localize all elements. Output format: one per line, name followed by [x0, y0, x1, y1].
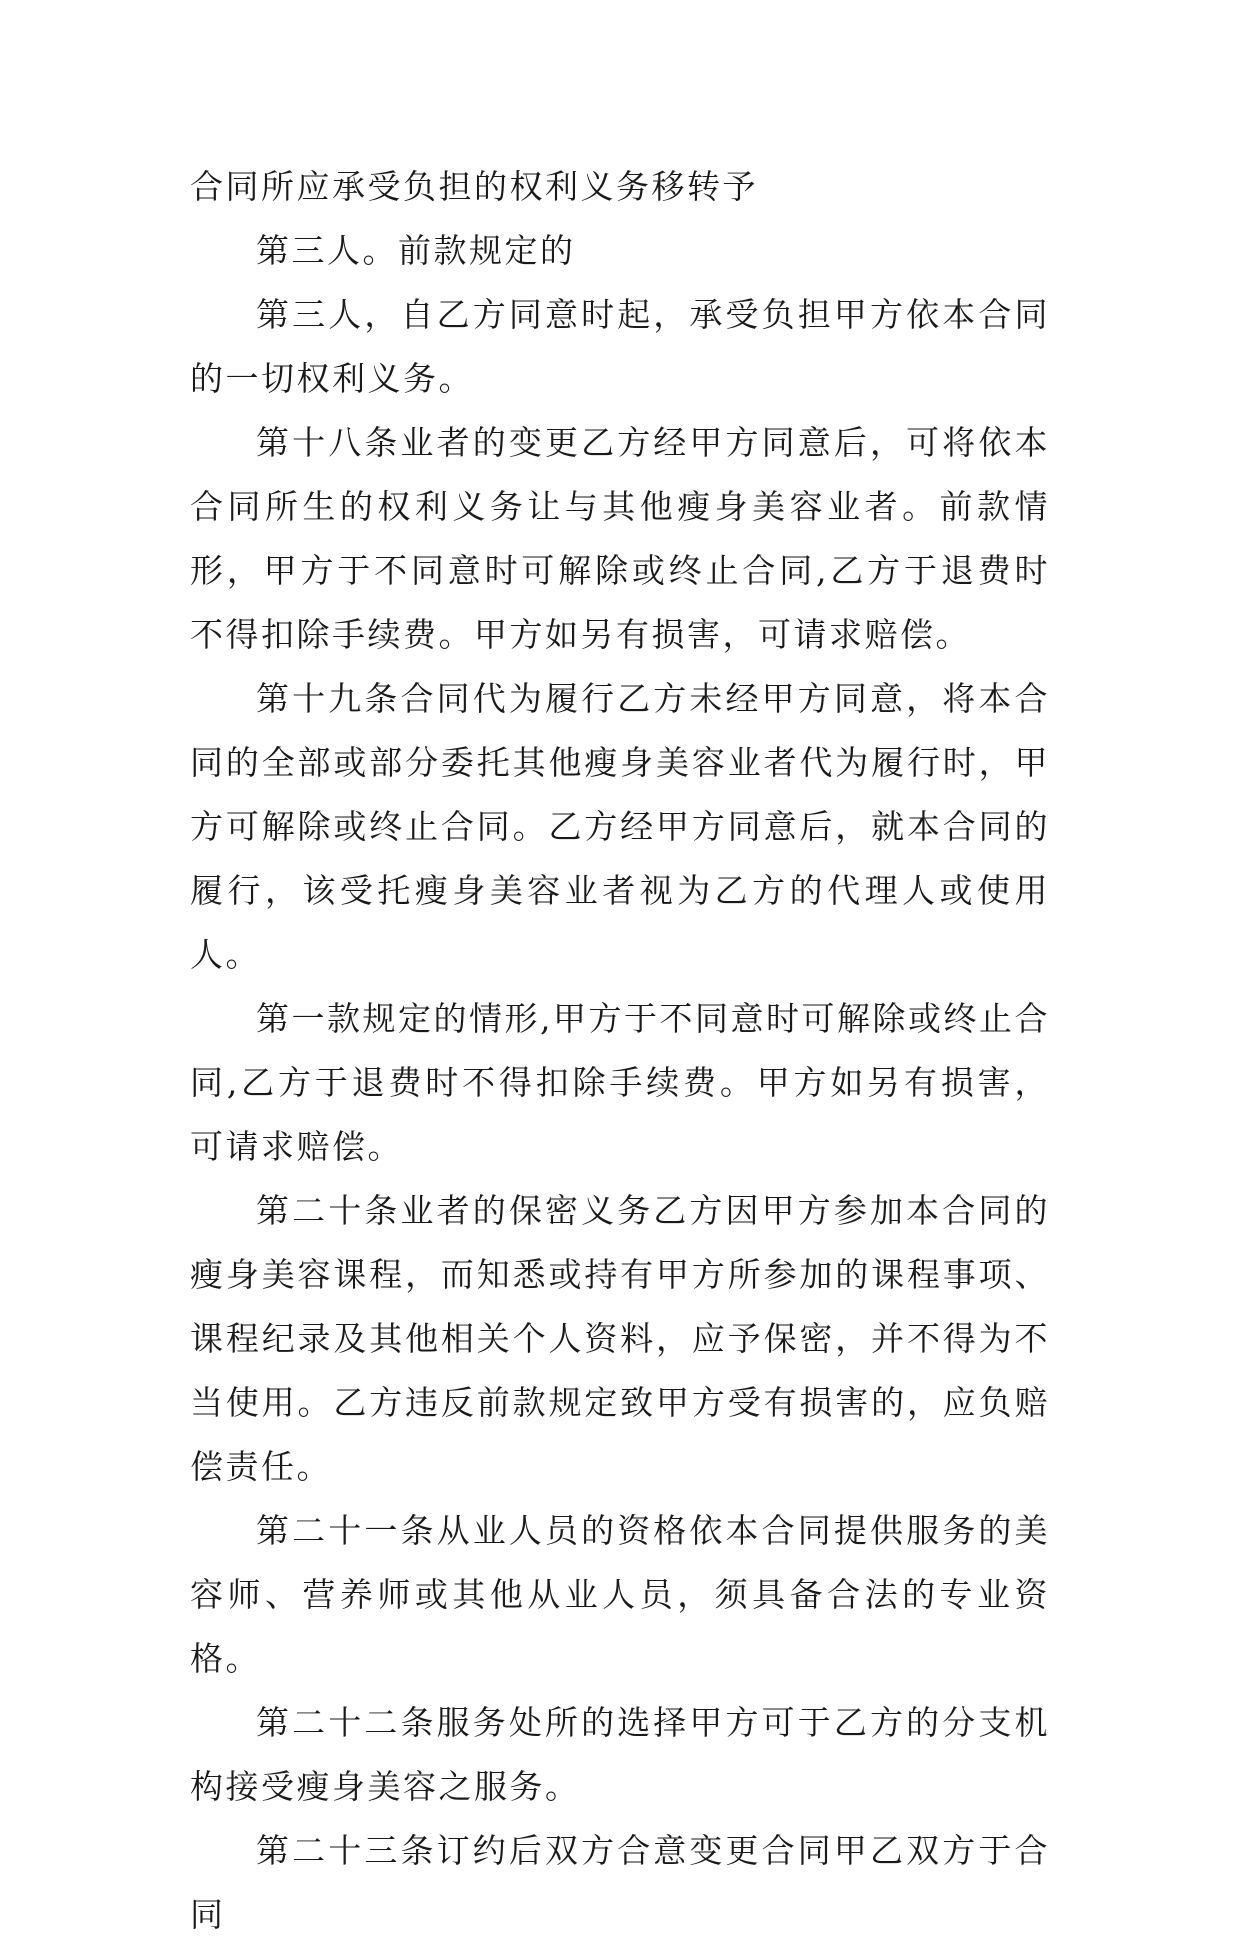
- paragraph: 第二十三条订约后双方合意变更合同甲乙双方于合同: [190, 1831, 1050, 1934]
- document-body: [190, 155, 1050, 1947]
- paragraph: 第三人。前款规定的: [256, 231, 576, 270]
- paragraph: 第二十条业者的保密义务乙方因甲方参加本合同的瘦身美容课程，而知悉或持有甲方所参加的课程事项、课程纪录及其他相关个人资料，应予保密，并不得为不当使用。乙方违反前款规定致甲方受有损害的，应负赔偿责任。: [190, 1191, 1050, 1486]
- paragraph: 合同所应承受负担的权利义务移转予: [190, 167, 758, 206]
- paragraph: 第二十二条服务处所的选择甲方可于乙方的分支机构接受瘦身美容之服务。: [190, 1703, 1050, 1806]
- paragraph: 第十八条业者的变更乙方经甲方同意后，可将依本合同所生的权利义务让与其他瘦身美容业者。前款情形，甲方于不同意时可解除或终止合同,乙方于退费时不得扣除手续费。甲方如另有损害，可请求赔偿。: [190, 423, 1050, 654]
- paragraph: 第二十一条从业人员的资格依本合同提供服务的美容师、营养师或其他从业人员，须具备合法的专业资格。: [190, 1511, 1050, 1678]
- paragraph: 第十九条合同代为履行乙方未经甲方同意，将本合同的全部或部分委托其他瘦身美容业者代为履行时，甲方可解除或终止合同。乙方经甲方同意后，就本合同的履行，该受托瘦身美容业者视为乙方的代理人或使用人。: [190, 679, 1050, 974]
- paragraph: 第一款规定的情形,甲方于不同意时可解除或终止合同,乙方于退费时不得扣除手续费。甲方如另有损害，可请求赔偿。: [190, 999, 1050, 1166]
- paragraph: 第三人，自乙方同意时起，承受负担甲方依本合同的一切权利义务。: [190, 295, 1050, 398]
